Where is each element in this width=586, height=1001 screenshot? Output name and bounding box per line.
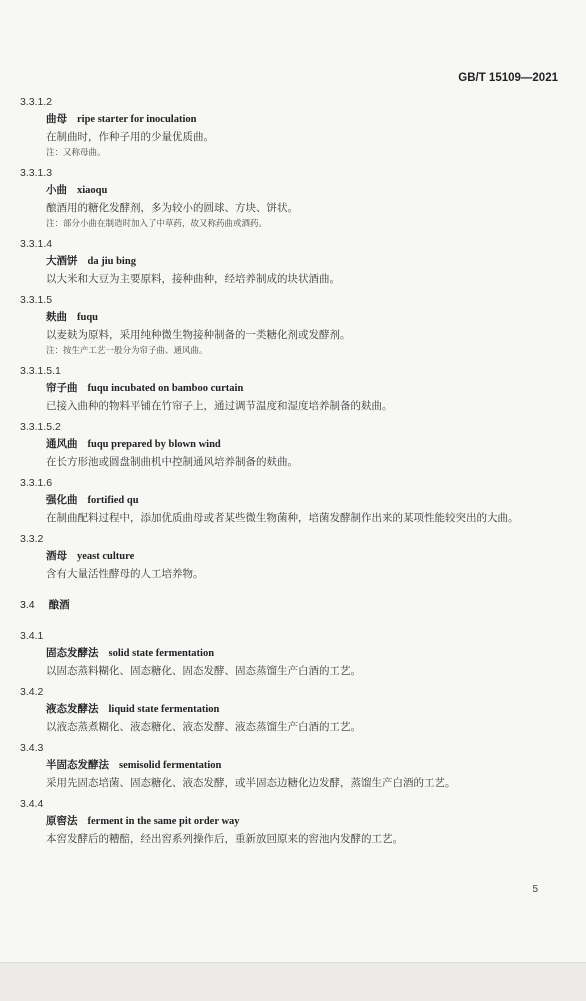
definition: 以液态蒸煮糊化、液态糖化、液态发酵、液态蒸馏生产白酒的工艺。 (46, 721, 361, 733)
term-en: xiaoqu (77, 185, 108, 196)
entry-number: 3.3.1.5.1 (20, 365, 61, 377)
term (20, 491, 560, 510)
term-zh: 麸曲 (46, 311, 67, 323)
entry (20, 363, 560, 415)
entry (20, 236, 560, 288)
term-zh: 帘子曲 (46, 382, 78, 394)
entry (20, 796, 560, 848)
term (20, 110, 560, 129)
entry (20, 165, 560, 232)
definition: 含有大量活性酵母的人工培养物。 (46, 568, 204, 580)
definition: 在制曲时，作种子用的少量优质曲。 (46, 131, 214, 143)
entry-number: 3.3.1.2 (20, 96, 53, 108)
entry (20, 475, 560, 527)
entry-number: 3.4.1 (20, 630, 44, 642)
term-zh: 大酒饼 (46, 255, 78, 267)
entry-number: 3.4.3 (20, 742, 44, 754)
term-zh: 原窖法 (46, 815, 78, 827)
term (20, 252, 560, 271)
term-en: fortified qu (87, 495, 139, 506)
term-en: fuqu prepared by blown wind (87, 439, 221, 450)
viewer-bottom-bar (0, 962, 586, 1001)
entry (20, 684, 560, 736)
section-number: 3.4 (20, 599, 35, 611)
term-zh: 曲母 (46, 113, 67, 125)
term-en: ripe starter for inoculation (77, 114, 197, 125)
entry-number: 3.3.2 (20, 533, 44, 545)
term-en: da jiu bing (87, 256, 136, 267)
definition: 在制曲配料过程中，添加优质曲母或者某些微生物菌种，培菌发酵制作出来的某项性能较突出的大曲。 (46, 512, 519, 524)
term (20, 756, 560, 775)
entry-number: 3.3.1.4 (20, 238, 53, 250)
term (20, 644, 560, 663)
note: 注：部分小曲在制造时加入了中草药，故又称药曲或酒药。 (46, 219, 268, 229)
entry (20, 628, 560, 680)
term-zh: 通风曲 (46, 438, 78, 450)
definition: 本窖发酵后的糟醅，经出窖系列操作后，重新放回原来的窖池内发酵的工艺。 (46, 833, 403, 845)
entry-number: 3.3.1.5 (20, 294, 53, 306)
term-zh: 小曲 (46, 184, 67, 196)
entry (20, 419, 560, 471)
term (20, 435, 560, 454)
term-en: fuqu (77, 312, 99, 323)
term-zh: 酒母 (46, 550, 67, 562)
entry (20, 740, 560, 792)
term (20, 547, 560, 566)
term-en: fuqu incubated on bamboo curtain (87, 383, 244, 394)
section-heading (20, 597, 560, 612)
entry-number: 3.3.1.3 (20, 167, 53, 179)
term-zh: 固态发酵法 (46, 647, 99, 659)
term-zh: 强化曲 (46, 494, 78, 506)
term (20, 700, 560, 719)
note: 注：又称母曲。 (46, 148, 106, 158)
entry-number: 3.3.1.6 (20, 477, 53, 489)
entry-number: 3.4.4 (20, 798, 44, 810)
definition: 以麦麸为原料，采用纯种微生物接种制备的一类糖化剂或发酵剂。 (46, 329, 351, 341)
term (20, 308, 560, 327)
term-zh: 液态发酵法 (46, 703, 99, 715)
term-en: ferment in the same pit order way (87, 816, 240, 827)
term-en: yeast culture (77, 551, 135, 562)
definition: 以大米和大豆为主要原料，接种曲种，经培养制成的块状酒曲。 (46, 273, 340, 285)
term-en: solid state fermentation (108, 648, 215, 659)
standard-code: GB/T 15109—2021 (458, 72, 558, 84)
definition: 以固态蒸料糊化、固态糖化、固态发酵、固态蒸馏生产白酒的工艺。 (46, 665, 361, 677)
definition: 采用先固态培菌、固态糖化、液态发酵，或半固态边糖化边发酵，蒸馏生产白酒的工艺。 (46, 777, 456, 789)
term (20, 812, 560, 831)
definition: 酿酒用的糖化发酵剂，多为较小的圆球、方块、饼状。 (46, 202, 298, 214)
page-number: 5 (532, 884, 538, 895)
entry (20, 531, 560, 583)
entry (20, 94, 560, 161)
term (20, 379, 560, 398)
term-en: semisolid fermentation (119, 760, 222, 771)
entry (20, 292, 560, 359)
definition: 在长方形池或圆盘制曲机中控制通风培养制备的麸曲。 (46, 456, 298, 468)
definition: 已接入曲种的物料平铺在竹帘子上，通过调节温度和湿度培养制备的麸曲。 (46, 400, 393, 412)
term-en: liquid state fermentation (108, 704, 220, 715)
entry-number: 3.3.1.5.2 (20, 421, 61, 433)
term (20, 181, 560, 200)
section-title: 酿酒 (48, 599, 70, 611)
entry-number: 3.4.2 (20, 686, 44, 698)
term-zh: 半固态发酵法 (46, 759, 109, 771)
note: 注：按生产工艺一般分为帘子曲、通风曲。 (46, 346, 208, 356)
document-content (20, 94, 560, 848)
